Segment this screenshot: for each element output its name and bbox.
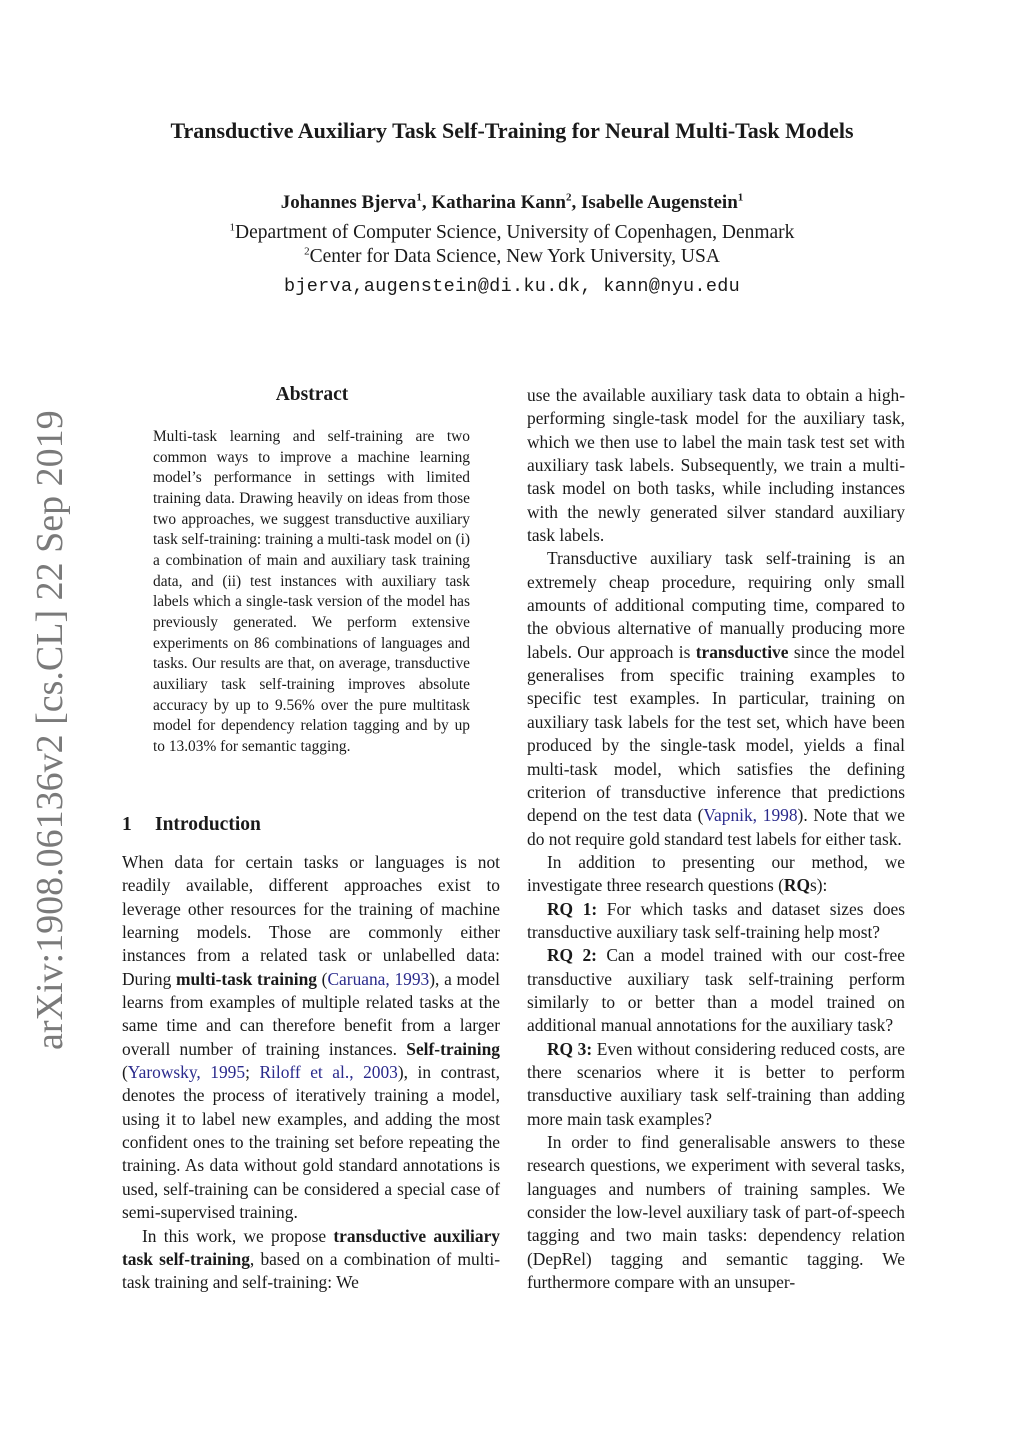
arxiv-identifier: arXiv:1908.06136v2 [cs.CL] 22 Sep 2019	[29, 410, 71, 1050]
text-run: Transductive auxiliary task self-training is an extremely cheap procedure, requiring only small amounts of additional computing time, compared to the obvious alternative of manually producing more labels. Our approach is	[527, 548, 905, 662]
rq-text: Even without considering reduced costs, are there scenarios where it is better to perform transductive auxiliary task self-training than adding more main task examples?	[527, 1038, 905, 1129]
rq-text: Can a model trained with our cost-free transductive auxiliary task self-training perform similarly to or better than a model trained on additional manual annotations for the auxiliary task?	[527, 945, 905, 1036]
emphasis-term: RQ	[783, 875, 810, 896]
text-run: In this work, we propose	[142, 1225, 334, 1246]
affiliation	[0, 246, 1024, 268]
author-emails: bjerva,augenstein@di.ku.dk, kann@nyu.edu	[283, 276, 741, 297]
text-run: since the model generalises from specific training examples to specific test examples. In particular, training on auxiliary task labels for the test set, which have been produced by the single-task model, yields a final multi-task model, which satisfies the defining criterion of transductive inference that predictions depend on the test data (	[527, 641, 905, 826]
section-number: 1	[122, 814, 132, 835]
emphasis-term: multi-task training	[175, 968, 317, 989]
section-title: Introduction	[155, 814, 261, 835]
research-question-3	[527, 1038, 905, 1131]
affiliation	[0, 222, 1024, 244]
author-name: Katharina Kann	[431, 192, 566, 213]
text-run: , based on a combination of multi-task training and self-training: We	[122, 1248, 500, 1293]
text-run: When data for certain tasks or languages is not readily available, different approaches exist to leverage other resources for the training of machine learning models. Those are commonly either instances from a related task or unlabelled data: During	[122, 852, 500, 989]
text-run: ). Note that we do not require gold standard test labels for either task.	[527, 805, 906, 849]
paper-title: Transductive Auxiliary Task Self-Training for Neural Multi-Task Models	[170, 118, 854, 143]
rq-text: For which tasks and dataset sizes does transductive auxiliary task self-training help most?	[527, 898, 905, 942]
rq-label: RQ 2:	[547, 945, 597, 966]
text-run: In addition to presenting our method, we investigate three research questions (	[527, 851, 905, 896]
author-separator: ,	[421, 192, 432, 213]
text-run: ), in contrast, denotes the process of iteratively training a model, using it to label new examples, and adding the most confident ones to the training set before repeating the training. As data without gold standard annotations is used, self-training can be considered a special case of semi-supervised training.	[122, 1062, 500, 1223]
body-paragraph: use the available auxiliary task data to obtain a high-performing single-task model for the auxiliary task, which we then use to label the main task test set with auxiliary task labels. Subsequently, we train a multi-task model on both tasks, while including instances with the newly generated silver standard auxiliary task labels.	[527, 385, 905, 546]
citation-link[interactable]: Riloff et al., 2003	[259, 1062, 398, 1083]
text-run: ;	[245, 1062, 260, 1083]
research-question-2	[527, 944, 905, 1037]
rq-label: RQ 3:	[547, 1038, 593, 1059]
affiliation-marker: 1	[737, 191, 744, 204]
research-question-1	[527, 898, 905, 945]
affiliation-text: Center for Data Science, New York University, USA	[309, 246, 720, 267]
text-run: (	[316, 968, 328, 989]
abstract-heading: Abstract	[275, 384, 349, 405]
author-list	[0, 192, 1024, 214]
text-run: s):	[810, 875, 828, 896]
text-run: ), a model learns from examples of multiple related tasks at the same time and can therefore benefit from a larger overall number of training instances.	[122, 968, 500, 1059]
emphasis-term: transductive	[695, 641, 789, 662]
author-separator: ,	[571, 192, 581, 213]
citation-link[interactable]: Yarowsky, 1995	[127, 1062, 246, 1083]
left-column	[122, 851, 500, 1295]
right-column	[527, 384, 905, 1294]
emphasis-term: Self-training	[406, 1038, 500, 1059]
section-heading	[122, 814, 261, 836]
affiliation-marker: 2	[304, 245, 310, 258]
abstract-text: Multi-task learning and self-training are two common ways to improve a machine learning model’s performance in settings with limited training data. Drawing heavily on ideas from those two approaches, we suggest transductive auxiliary task self-training: training a multi-task model on (i) a combination of main and auxiliary task training data, and (ii) test instances with auxiliary task labels which a single-task version of the model has previously generated. We perform extensive experiments on 86 combinations of languages and tasks. Our results are that, on average, transductive auxiliary task self-training improves absolute accuracy by up to 9.56% over the pure multitask model for dependency relation tagging and by up to 13.03% for semantic tagging.	[153, 428, 470, 755]
body-paragraph: In order to find generalisable answers to these research questions, we experiment with several tasks, languages and numbers of training samples. We consider the low-level auxiliary task of part-of-speech tagging and two main tasks: dependency relation (DepRel) tagging and semantic tagging. We furthermore compare with an unsuper-	[527, 1132, 905, 1293]
affiliation-text: Department of Computer Science, University of Copenhagen, Denmark	[235, 222, 795, 243]
citation-link[interactable]: Vapnik, 1998	[703, 805, 798, 826]
body-paragraph	[122, 851, 500, 1225]
body-paragraph	[527, 547, 905, 850]
affiliation-marker: 2	[566, 191, 572, 204]
body-paragraph	[527, 851, 905, 898]
emphasis-term: transductive auxiliary task self-training	[122, 1225, 500, 1269]
body-paragraph	[122, 1225, 500, 1295]
author-name: Isabelle Augenstein	[581, 192, 738, 213]
text-run: (	[122, 1062, 128, 1083]
author-name: Johannes Bjerva	[280, 192, 417, 213]
citation-link[interactable]: Caruana, 1993	[327, 968, 430, 989]
rq-label: RQ 1:	[547, 898, 598, 919]
affiliation-marker: 1	[416, 191, 422, 204]
affiliation-marker: 1	[229, 221, 236, 234]
